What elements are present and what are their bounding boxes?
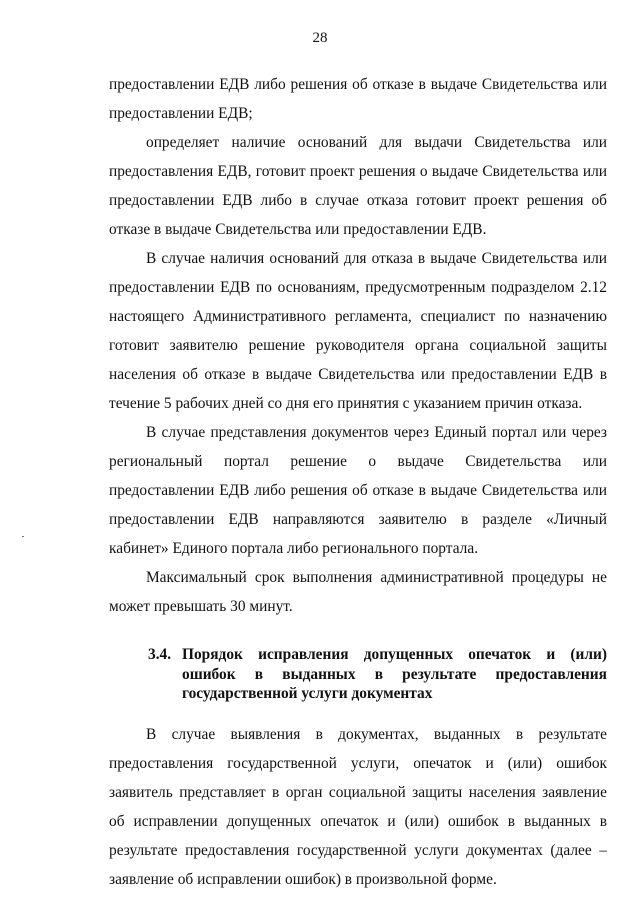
paragraph: В случае наличия оснований для отказа в выдаче Свидетельства или предоставлении ЕДВ по основаниям, предусмотренным подразделом 2.12 настоящего Административного регламента, специалист по назначению готовит заявителю решение руководителя органа социальной защиты населения об отказе в выдаче Свидетельства или предоставлении ЕДВ в течение 5 рабочих дней со дня его принятия с указанием причин отказа. xyxy=(109,250,607,412)
paragraph: Максимальный срок выполнения административной процедуры не может превышать 30 минут. xyxy=(109,569,607,615)
section-title: Порядок исправления допущенных опечаток и (или) ошибок в выданных в результате предоставления государственной услуги документах xyxy=(182,646,607,702)
document-body xyxy=(109,70,607,894)
section-heading xyxy=(109,645,607,704)
section-number: 3.4. xyxy=(148,646,172,663)
paragraph: определяет наличие оснований для выдачи Свидетельства или предоставления ЕДВ, готовит проект решения о выдаче Свидетельства или предоставлении ЕДВ либо в случае отказа готовит проект решения об отказе в выдаче Свидетельства или предоставлении ЕДВ. xyxy=(109,134,607,238)
paragraph: В случае выявления в документах, выданных в результате предоставления государственной услуги, опечаток и (или) ошибок заявитель представляет в орган социальной защиты населения заявление об исправлении допущенных опечаток и (или) ошибок в выданных в результате предоставления государственной услуги документах (далее – заявление об исправлении ошибок) в произвольной форме. xyxy=(109,725,607,888)
paragraph-continuation: предоставлении ЕДВ либо решения об отказе в выдаче Свидетельства или предоставлении ЕДВ; xyxy=(109,76,607,122)
page-number: 28 xyxy=(312,30,328,46)
paragraph: В случае представления документов через Единый портал или через региональный портал решение о выдаче Свидетельства или предоставлении ЕДВ либо решения об отказе в выдаче Свидетельства или предоставлении ЕДВ направляются заявителю в разделе «Личный кабинет» Единого портала либо регионального портала. xyxy=(109,424,607,557)
margin-mark xyxy=(22,536,24,537)
